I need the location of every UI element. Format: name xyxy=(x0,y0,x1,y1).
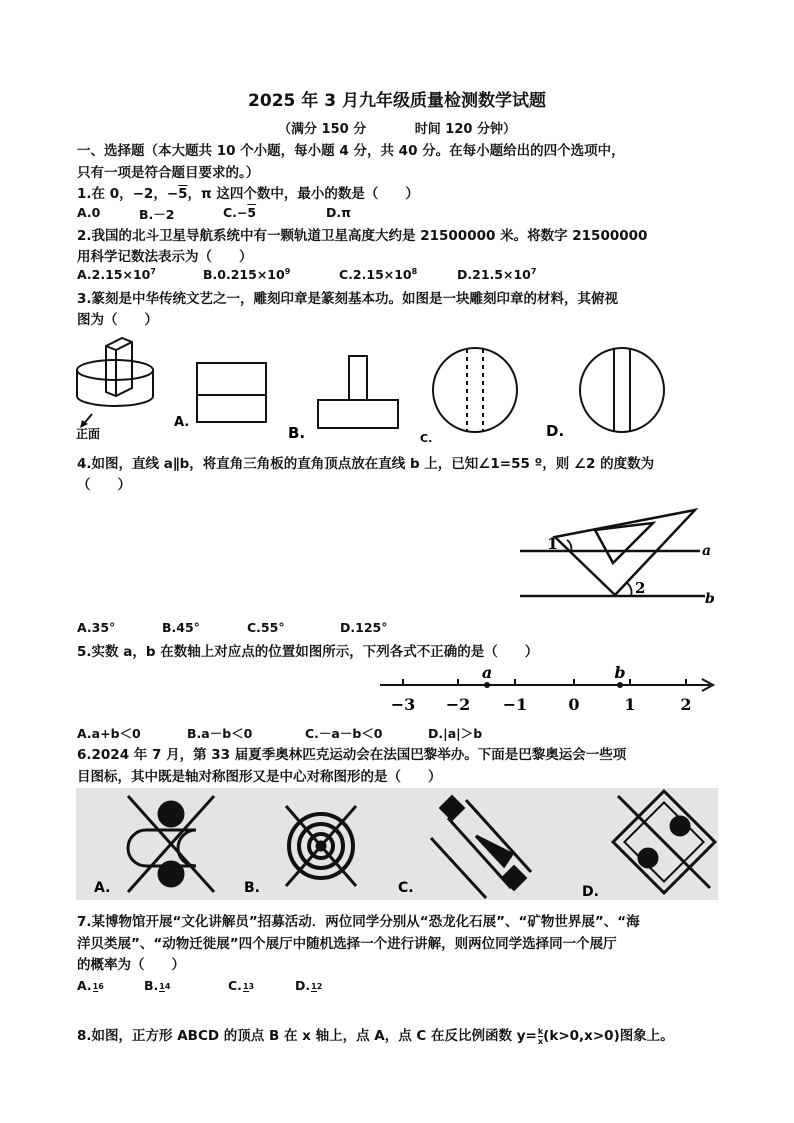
q4-stem: 4.如图，直线 a∥b，将直角三角板的直角顶点放在直线 b 上，已知∠1=55 º，则 ∠2 的度数为 xyxy=(77,456,655,472)
option-d-figure xyxy=(580,348,664,432)
point-b xyxy=(617,682,623,688)
q5-options xyxy=(77,724,482,742)
line-b-label: b xyxy=(705,591,715,607)
page-title: 2025 年 3 月九年级质量检测数学试题 xyxy=(248,91,546,111)
tick-label: 0 xyxy=(568,695,580,714)
option-c-figure xyxy=(433,348,517,432)
q4-option-a: A.35° xyxy=(77,620,116,635)
q5-option-c: C.－a－b＜0 xyxy=(305,726,383,741)
exam-info xyxy=(0,118,794,137)
tick-label: −1 xyxy=(502,695,528,714)
q7-option-d: D.12 xyxy=(295,978,323,993)
q7-option-c: C.13 xyxy=(228,978,255,993)
option-c-label: C. xyxy=(420,432,433,445)
q4-options xyxy=(77,620,387,635)
q6-stem-line1: 6.2024 年 7 月，第 33 届夏季奥林匹克运动会在法国巴黎举办。下面是巴黎奥运会一些项 xyxy=(77,747,627,763)
tick-label: −2 xyxy=(445,695,471,714)
q1-options xyxy=(77,205,351,223)
exam-time: 时间 120 分钟） xyxy=(414,122,516,137)
q4-paren: （ ） xyxy=(77,477,131,493)
q4-option-d: D.125° xyxy=(340,620,388,635)
q1-option-c: C.−5 xyxy=(223,205,257,220)
angle-1-label: 1 xyxy=(547,534,559,553)
section-header-line1: 一、选择题（本大题共 10 个小题，每小题 4 分，共 40 分。在每小题给出的四个选项中， xyxy=(77,143,625,159)
q7-stem-line1: 7.某博物馆开展“文化讲解员”招募活动．两位同学分别从“恐龙化石展”、“矿物世界展”、“海 xyxy=(77,914,640,930)
option-a-figure xyxy=(197,363,266,395)
q3-figures xyxy=(70,328,730,448)
q3-stem-line2: 图为（ ） xyxy=(77,312,158,328)
point-a-label: a xyxy=(481,663,493,682)
q7-option-a: A.16 xyxy=(77,978,104,993)
q6-figures xyxy=(76,788,718,900)
triangle-inner xyxy=(595,523,653,563)
full-score: （满分 150 分 xyxy=(278,122,367,137)
tick-label: 1 xyxy=(624,695,636,714)
q1-option-a: A.0 xyxy=(77,205,101,220)
q5-option-a: A.a+b＜0 xyxy=(77,726,141,741)
q2-option-d: $D.21.5\times 10^7$ xyxy=(457,267,537,283)
q3-stem-line1: 3.篆刻是中华传统文艺之一，雕刻印章是篆刻基本功。如图是一块雕刻印章的材料，其俯视 xyxy=(77,291,619,307)
q2-stem-line1: 2.我国的北斗卫星导航系统中有一颗轨道卫星高度大约是 21500000 米。将数字 21500000 xyxy=(77,228,648,244)
option-d-label: D. xyxy=(582,884,599,900)
q7-options xyxy=(77,978,322,993)
option-a-label: A. xyxy=(174,415,190,430)
option-b-figure xyxy=(349,356,367,400)
q8-stem: 8.如图，正方形 ABCD 的顶点 B 在 x 轴上，点 A，点 C 在反比例函数 y= $\frac{k}{x}$ (k>0,x>0)图象上。 xyxy=(77,1026,674,1046)
q7-stem-line3: 的概率为（ ） xyxy=(77,957,185,973)
sqrt-radicand: 5 xyxy=(178,186,188,202)
q4-figure xyxy=(505,495,725,610)
option-a-label: A. xyxy=(94,880,111,896)
q6-stem-line2: 目图标，其中既是轴对称图形又是中心对称图形的是（ ） xyxy=(77,769,442,785)
section-header-line2: 只有一项是符合题目要求的。） xyxy=(77,165,260,181)
q5-option-b: B.a－b＜0 xyxy=(187,726,253,741)
q2-options xyxy=(77,267,536,282)
q2-option-c: $C.2.15\times 10^8$ xyxy=(339,267,418,283)
option-b-label: B. xyxy=(244,880,260,896)
front-label: 正面 xyxy=(76,427,101,441)
q4-option-c: C.55° xyxy=(247,620,285,635)
q2-option-a: $A.2.15\times 10^7$ xyxy=(77,267,156,283)
tick-label: 2 xyxy=(680,695,692,714)
point-b-label: b xyxy=(614,663,626,682)
q5-option-d: D.|a|＞b xyxy=(428,726,483,741)
q1-option-b: B.－2 xyxy=(139,207,175,222)
option-c-label: C. xyxy=(398,880,414,896)
q1-option-d: D.π xyxy=(326,205,352,220)
q5-stem: 5.实数 a，b 在数轴上对应点的位置如图所示，下列各式不正确的是（ ） xyxy=(77,644,539,660)
option-d-label: D. xyxy=(546,422,565,440)
q4-option-b: B.45° xyxy=(162,620,200,635)
point-a xyxy=(484,682,490,688)
q7-option-b: B.14 xyxy=(144,978,171,993)
q5-number-line xyxy=(375,660,720,720)
angle-2-label: 2 xyxy=(635,579,646,597)
q2-stem-line2: 用科学记数法表示为（ ） xyxy=(77,249,253,265)
q1-stem: 1.在 0，−2，−5，π 这四个数中，最小的数是（ ） xyxy=(77,186,419,202)
line-a-label: a xyxy=(702,543,712,559)
tick-label: −3 xyxy=(390,695,416,714)
q7-stem-line2: 洋贝类展”、“动物迁徙展”四个展厅中随机选择一个进行讲解，则两位同学选择同一个展厅 xyxy=(77,936,617,952)
q2-option-b: $B.0.215\times 10^9$ xyxy=(203,267,291,283)
option-b-label: B. xyxy=(288,424,306,442)
